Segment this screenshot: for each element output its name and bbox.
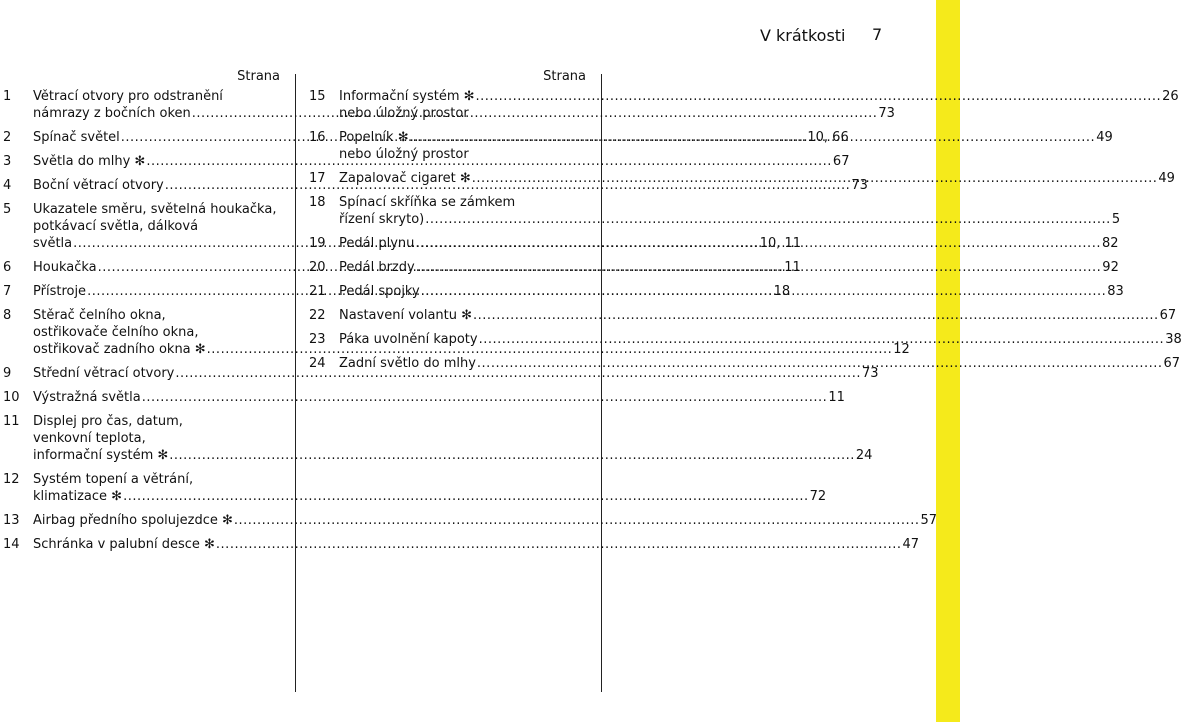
legend-item [309,331,1182,348]
legend-number: 23 [309,332,326,347]
legend-row-with-page [339,355,1180,372]
legend-text: Přístroje [33,284,87,299]
legend-number: 22 [309,308,326,323]
legend-page-ref: 11 [828,390,845,405]
dot-leader [415,235,1101,252]
legend-item-body [339,355,1180,372]
legend-text: Pedál brzdy [339,260,415,275]
legend-number: 19 [309,236,326,251]
legend-item [3,365,879,382]
legend-number: 21 [309,284,326,299]
legend-item-body [33,471,826,505]
legend-text: Výstražná světla [33,390,141,405]
page-header-title: V krátkosti [760,26,846,45]
dot-leader [416,259,1102,276]
legend-text-line: nebo úložný prostor [339,106,469,121]
legend-page-ref: 12 [893,342,910,357]
legend-text-line: Systém topení a větrání, [33,472,194,487]
legend-page-ref: 49 [1158,171,1175,186]
legend-text: Schránka v palubní desce ✻ [33,537,215,552]
legend-number: 15 [309,89,326,104]
legend-number: 2 [3,130,12,145]
legend-item-body [33,413,872,464]
legend-number: 4 [3,178,12,193]
dot-leader [479,331,1165,348]
legend-page-ref: 73 [878,106,895,121]
legend-text: řízení skryto) [339,212,425,227]
legend-text: světla [33,236,73,251]
dot-leader [123,488,809,505]
legend-item-body [339,331,1182,348]
legend-item-body [339,170,1175,187]
legend-text-line: Ukazatele směru, světelná houkačka, [33,202,277,217]
legend-text: Spínač světel [33,130,120,145]
legend-item [309,307,1177,324]
legend-page-ref: 11 [784,260,801,275]
legend-number: 20 [309,260,326,275]
legend-item-body [33,512,937,529]
dot-leader [476,88,1162,105]
legend-page-ref: 18 [773,284,791,299]
dot-leader [169,447,855,464]
legend-item-body [339,283,1124,300]
legend-text: klimatizace ✻ [33,489,123,504]
dot-leader [477,355,1163,372]
legend-number: 9 [3,366,12,381]
legend-row-with-page [339,283,1124,300]
legend-row-with-page [33,447,872,464]
right-page-heading: Strana [543,69,586,84]
legend-text: Pedál spojky [339,284,420,299]
legend-row-with-page [339,129,1113,146]
dot-leader [473,307,1159,324]
legend-number: 10 [3,390,20,405]
dot-leader [234,512,920,529]
legend-text: Světla do mlhy ✻ [33,154,146,169]
legend-row-with-page [339,211,1120,228]
legend-text: Střední větrací otvory [33,366,175,381]
legend-page-ref: 10, 11 [759,236,802,251]
legend-item-body [33,536,919,553]
legend-page-ref: 26 [1162,89,1179,104]
legend-item [3,536,920,553]
legend-text-line: potkávací světla, dálková [33,219,199,234]
legend-text-line: venkovní teplota, [33,431,146,446]
dot-leader [410,129,1096,146]
legend-item-body [33,389,845,406]
legend-row-with-page [33,488,826,505]
legend-item-body [339,259,1119,276]
legend-text-line: ostřikovače čelního okna, [33,325,199,340]
legend-item-body [339,194,1120,228]
legend-number: 7 [3,284,12,299]
dot-leader [421,283,1107,300]
legend-text: informační systém ✻ [33,448,169,463]
legend-item-body [339,235,1119,252]
legend-page-ref: 47 [902,537,920,552]
legend-row-with-page [339,331,1182,348]
legend-text: Zapalovač cigaret ✻ [339,171,471,186]
legend-item [309,194,1121,228]
legend-number: 16 [309,130,326,145]
legend-page-ref: 83 [1107,284,1124,299]
page-number: 7 [872,25,883,44]
legend-number: 24 [309,356,326,371]
dot-leader [142,389,828,406]
legend-item-body [339,129,1113,163]
legend-text: Pedál plynu [339,236,415,251]
legend-text-line: Stěrač čelního okna, [33,308,166,323]
legend-row-with-page [33,389,845,406]
legend-item [309,355,1181,372]
legend-number: 6 [3,260,12,275]
legend-item [3,413,873,464]
legend-number: 13 [3,513,20,528]
legend-text: Informační systém ✻ [339,89,475,104]
legend-page-ref: 67 [1163,356,1181,371]
legend-page-ref: 57 [920,513,938,528]
legend-item [3,471,827,505]
dot-leader [216,536,902,553]
legend-row-with-page [33,512,937,529]
legend-text: ostřikovač zadního okna ✻ [33,342,206,357]
legend-page-ref: 73 [851,178,868,193]
legend-text-line: Větrací otvory pro odstranění [33,89,223,104]
legend-row-with-page [339,307,1176,324]
legend-number: 17 [309,171,326,186]
legend-page-ref: 24 [855,448,873,463]
legend-text: Boční větrací otvory [33,178,164,193]
legend-text-line: Spínací skříňka se zámkem [339,195,516,210]
legend-number: 5 [3,202,12,217]
legend-text: Houkačka [33,260,97,275]
legend-text: Nastavení volantu ✻ [339,308,473,323]
legend-text: Airbag předního spolujezdce ✻ [33,513,233,528]
legend-text: Zadní světlo do mlhy [339,356,476,371]
legend-number: 1 [3,89,12,104]
legend-text: námrazy z bočních oken [33,106,191,121]
legend-page-ref: 67 [1159,308,1177,323]
legend-page-ref: 5 [1111,212,1121,227]
legend-number: 8 [3,308,12,323]
legend-number: 3 [3,154,12,169]
legend-page-ref: 10, 66 [807,130,849,145]
legend-row-with-page [339,235,1119,252]
legend-text: Popelník ✻ [339,130,409,145]
legend-page-ref: 49 [1096,130,1113,145]
legend-page-ref: 73 [861,366,879,381]
legend-number: 18 [309,195,326,210]
legend-page-ref: 92 [1102,260,1119,275]
legend-row-with-page [339,88,1179,105]
dot-leader [472,170,1158,187]
legend-item [3,512,938,529]
legend-row-with-page [33,536,919,553]
legend-number: 11 [3,414,20,429]
legend-row-with-page [339,170,1175,187]
legend-number: 12 [3,472,20,487]
legend-text: Páka uvolnění kapoty [339,332,478,347]
legend-number: 14 [3,537,20,552]
legend-item-body [339,88,1179,122]
legend-page-ref: 67 [832,154,850,169]
legend-text-line: nebo úložný prostor [339,147,469,162]
legend-item [3,389,845,406]
legend-row-with-page [339,259,1119,276]
left-page-heading: Strana [237,69,280,84]
legend-item-body [339,307,1176,324]
legend-page-ref: 72 [809,489,827,504]
legend-text-line: Displej pro čas, datum, [33,414,183,429]
dot-leader [425,211,1111,228]
legend-page-ref: 38 [1165,332,1182,347]
legend-page-ref: 82 [1101,236,1119,251]
